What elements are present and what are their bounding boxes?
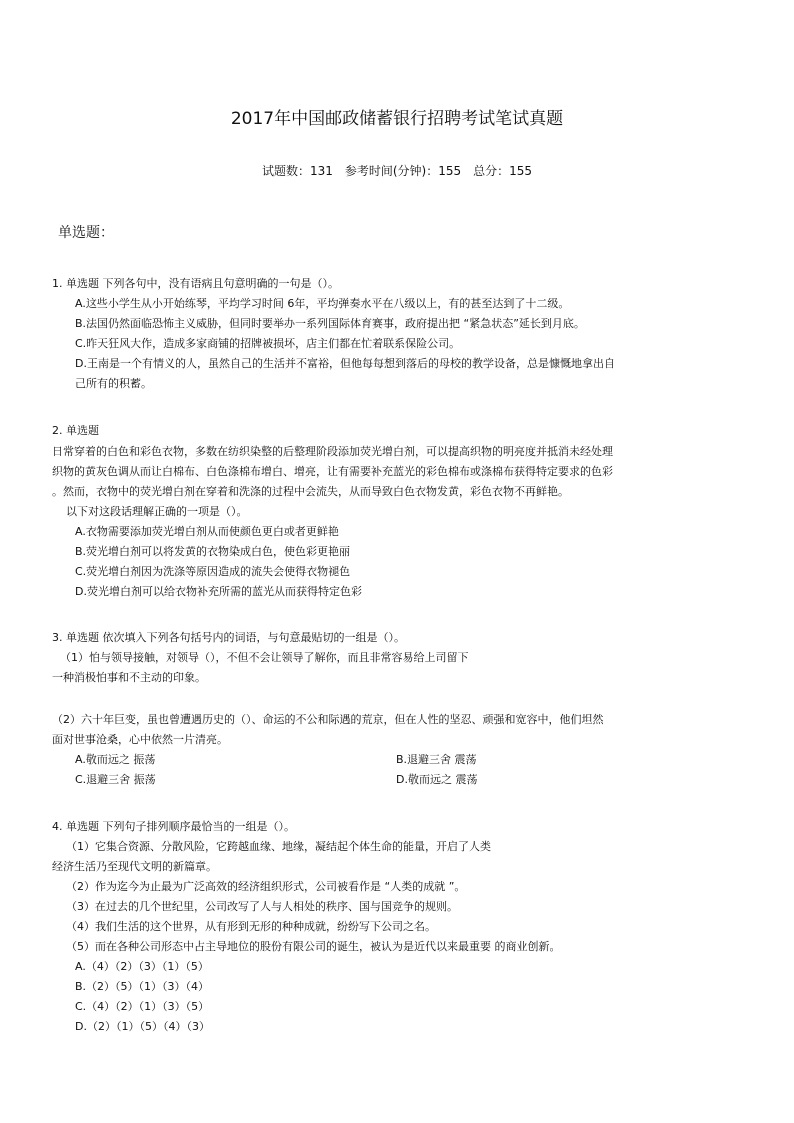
option-d-continued: 己所有的积蓄。 <box>75 377 152 390</box>
option-c: C.（4）（2）（1）（3）（5） <box>75 1000 210 1013</box>
passage-line: 日常穿着的白色和彩色衣物，多数在纺织染整的后整理阶段添加荧光增白剂，可以提高织物的明亮度并抵消未经处理 <box>52 445 613 458</box>
option-a: A.这些小学生从小开始练琴，平均学习时间 6年，平均弹奏水平在八级以上，有的甚至达到了十二级。 <box>75 297 570 310</box>
option-b: B.（2）（5）（1）（3）（4） <box>75 980 210 993</box>
sentence-3: （3）在过去的几个世纪里，公司改写了人与人相处的秩序、国与国竞争的规则。 <box>66 900 458 913</box>
sentence-1: （1）它集合资源、分散风险，它跨越血缘、地缘，凝结起个体生命的能量，开启了人类 <box>66 840 491 853</box>
sentence-1-continued: 经济生活乃至现代文明的新篇章。 <box>52 860 217 873</box>
option-d: D.敬而远之 震荡 <box>396 773 478 786</box>
option-c: C.退避三舍 振荡 <box>75 773 156 786</box>
option-a: A.敬而远之 振荡 <box>75 753 156 766</box>
sentence-1-continued: 一种消极怕事和不主动的印象。 <box>52 671 206 684</box>
option-c: C.昨天狂风大作，造成多家商铺的招牌被损坏，店主们都在忙着联系保险公司。 <box>75 337 461 350</box>
option-d: D.王南是一个有情义的人，虽然自己的生活并不富裕，但他每每想到落后的母校的教学设备，总是慷慨地拿出自 <box>75 357 615 370</box>
section-heading: 单选题： <box>58 225 114 241</box>
option-d: D.（2）（1）（5）（4）（3） <box>75 1020 210 1033</box>
question-stem: 3. 单选题 依次填入下列各句括号内的词语，与句意最贴切的一组是（）。 <box>52 631 405 644</box>
sentence-2-continued: 面对世事沧桑，心中依然一片清亮。 <box>52 733 228 746</box>
option-b: B.荧光增白剂可以将发黄的衣物染成白色，使色彩更艳丽 <box>75 545 351 558</box>
sentence-2: （2）六十年巨变，虽也曾遭遇历史的（）、命运的不公和际遇的荒京，但在人性的坚忍、顽强和宽容中，他们坦然 <box>52 713 604 726</box>
sentence-2: （2）作为迄今为止最为广泛高效的经济组织形式，公司被看作是 “人类的成就 ”。 <box>66 880 466 893</box>
passage-line: 。然而，衣物中的荧光增白剂在穿着和洗涤的过程中会流失，从而导致白色衣物发黄，彩色衣物不再鲜艳。 <box>52 485 569 498</box>
question-stem: 1. 单选题 下列各句中，没有语病且句意明确的一句是（）。 <box>52 277 339 290</box>
option-d: D.荧光增白剂可以给衣物补充所需的蓝光从而获得特定色彩 <box>75 585 362 598</box>
option-c: C.荧光增白剂因为洗涤等原因造成的流失会使得衣物褪色 <box>75 565 351 578</box>
sentence-4: （4）我们生活的这个世界，从有形到无形的种种成就，纷纷写下公司之名。 <box>66 920 436 933</box>
option-a: A.（4）（2）（3）（1）（5） <box>75 960 209 973</box>
option-b: B.法国仍然面临恐怖主义威胁，但同时要举办一系列国际体育赛事，政府提出把 “紧急状态”延长到月底。 <box>75 317 585 330</box>
option-b: B.退避三舍 震荡 <box>396 753 477 766</box>
exam-title: 2017年中国邮政储蓄银行招聘考试笔试真题 <box>230 109 564 129</box>
passage-line: 织物的黄灰色调从而让白棉布、白色涤棉布增白、增亮，让有需要补充蓝光的彩色棉布或涤棉布获得特定要求的色彩 <box>52 465 613 478</box>
exam-meta: 试题数：131 参考时间(分钟)：155 总分：155 <box>261 164 533 178</box>
sentence-5: （5）而在各种公司形态中占主导地位的股份有限公司的诞生，被认为是近代以来最重要 的商业创新。 <box>66 940 561 953</box>
question-stem: 2. 单选题 <box>52 424 99 437</box>
question-stem: 4. 单选题 下列句子排列顺序最恰当的一组是（）。 <box>52 820 295 833</box>
question-prompt: 以下对这段话理解正确的一项是（）。 <box>66 505 248 518</box>
option-a: A.衣物需要添加荧光增白剂从而使颜色更白或者更鲜艳 <box>75 525 339 538</box>
sentence-1: （1）怕与领导接触，对领导（），不但不会让领导了解你，而且非常容易给上司留下 <box>60 651 469 664</box>
